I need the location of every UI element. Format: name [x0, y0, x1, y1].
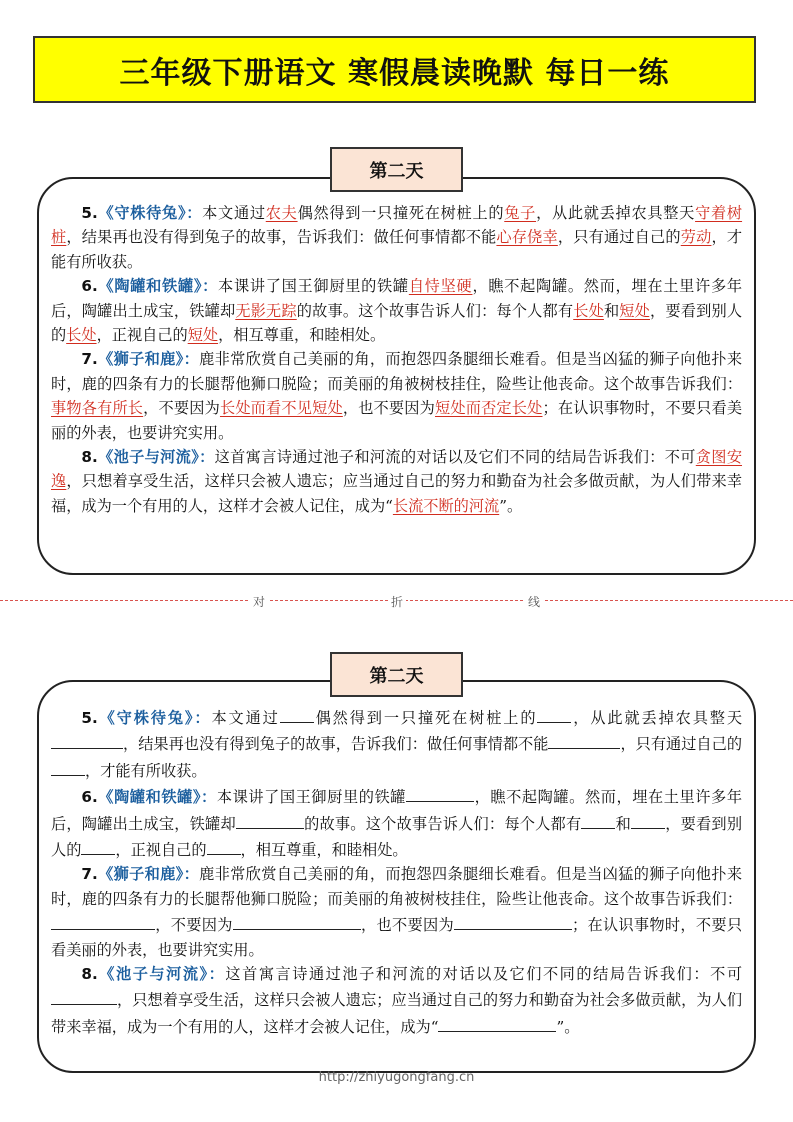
item-title: 《狮子和鹿》： — [97, 865, 200, 884]
text: ，相互尊重，和睦相处。 — [218, 326, 386, 345]
item-title: 《池子与河流》： — [97, 448, 215, 467]
answer: 劳动 — [680, 228, 712, 247]
text: 本课讲了国王御厨里的铁罐 — [218, 277, 409, 296]
answer-blank[interactable] — [51, 986, 117, 1005]
answer-blank[interactable] — [51, 911, 155, 930]
item-number: 5. — [81, 204, 98, 222]
answer-blank[interactable] — [406, 783, 474, 802]
answer: 长处 — [66, 326, 97, 345]
page-title: 三年级下册语文 寒假晨读晚默 每日一练 — [33, 36, 756, 103]
text: ，从此就丢掉农具整天 — [571, 709, 743, 727]
text: ，结果再也没有得到兔子的故事，告诉我们：做任何事情都不能 — [66, 228, 497, 247]
answer: 守着树桩 — [51, 204, 743, 247]
answer: 长处 — [573, 301, 604, 320]
text: 鹿非常欣赏自己美丽的角，而抱怨四条腿细长难看。但是当凶猛的狮子向他扑来时，鹿的四条有力的长腿帮他狮口脱险；而美丽的角被树枝挂住，险些让他丧命。这个故事告诉我们： — [51, 350, 743, 393]
answer-blank[interactable] — [236, 810, 304, 829]
answer-blank[interactable] — [581, 810, 615, 829]
text: 这首寓言诗通过池子和河流的对话以及它们不同的结局告诉我们：不可 — [225, 965, 743, 984]
answer-card — [37, 177, 756, 575]
footer-url: http://zhiyugongfang.cn — [318, 1070, 475, 1085]
answer-blank[interactable] — [51, 730, 123, 749]
answer: 贪图安逸 — [51, 448, 743, 491]
text: 鹿非常欣赏自己美丽的角，而抱怨四条腿细长难看。但是当凶猛的狮子向他扑来时，鹿的四条有力的长腿帮他狮口脱险；而美丽的角被树枝挂住，险些让他丧命。这个故事告诉我们： — [51, 865, 743, 908]
text: ，正视自己的 — [96, 326, 188, 345]
item-title: 《陶罐和铁罐》： — [97, 788, 217, 807]
answer-blank[interactable] — [207, 836, 241, 855]
item-title: 《池子与河流》： — [97, 965, 226, 984]
text: ；在认识事物时，不要只看美丽的外表，也要讲究实用。 — [51, 916, 743, 959]
text: ，才能有所收获。 — [51, 228, 742, 271]
text: 偶然得到一只撞死在树桩上的 — [297, 204, 505, 222]
exercise-card — [37, 680, 756, 1073]
fold-label-char: 线 — [525, 593, 543, 610]
text: 这首寓言诗通过池子和河流的对话以及它们不同的结局告诉我们：不可 — [214, 448, 696, 467]
text: ，只有通过自己的 — [557, 228, 681, 247]
item-7 — [51, 862, 742, 962]
answer-blank[interactable] — [51, 757, 85, 776]
item-6 — [51, 274, 742, 347]
answer-blank[interactable] — [631, 810, 665, 829]
answer: 农夫 — [265, 204, 298, 222]
answer: 短处而否定长处 — [434, 399, 543, 418]
text: 的故事。这个故事告诉人们：每个人都有 — [303, 814, 582, 833]
answer-blank[interactable] — [233, 911, 361, 930]
text: ，只想着享受生活，这样只会被人遗忘；应当通过自己的努力和勤奋为社会多做贡献，为人们带来幸福，成为一个有用的人，这样才会被人记住，成为“ — [51, 991, 742, 1036]
text: ，只想着享受生活，这样只会被人遗忘；应当通过自己的努力和勤奋为社会多做贡献，为人们带来幸福，成为一个有用的人，这样才会被人记住，成为“ — [51, 472, 742, 515]
answer: 短处 — [187, 326, 219, 345]
answer: 心存侥幸 — [496, 228, 558, 247]
answer: 短处 — [619, 301, 651, 320]
text: ，只有通过自己的 — [620, 735, 743, 754]
item-title: 《守株待兔》： — [97, 709, 212, 727]
text: ，结果再也没有得到兔子的故事，告诉我们：做任何事情都不能 — [123, 735, 549, 754]
text: ，才能有所收获。 — [85, 761, 207, 780]
item-number: 5. — [81, 709, 98, 727]
item-number: 6. — [81, 277, 98, 296]
text: ，也不要因为 — [342, 399, 435, 418]
answer-blank[interactable] — [438, 1013, 556, 1032]
text: 和 — [615, 814, 631, 833]
text: ，从此就丢掉农具整天 — [536, 204, 696, 222]
item-6 — [51, 783, 742, 862]
item-8 — [51, 962, 742, 1039]
text: ，正视自己的 — [115, 841, 207, 860]
answer: 兔子 — [504, 204, 537, 222]
answer-blank[interactable] — [454, 911, 572, 930]
answer-blank[interactable] — [548, 730, 620, 749]
item-title: 《守株待兔》： — [97, 204, 203, 222]
answer-blank[interactable] — [81, 836, 115, 855]
text: ，也不要因为 — [360, 916, 454, 935]
item-title: 《陶罐和铁罐》： — [97, 277, 219, 296]
item-7 — [51, 347, 742, 445]
item-number: 7. — [81, 865, 98, 884]
text: ”。 — [556, 1017, 580, 1036]
answer: 长处而看不见短处 — [219, 399, 343, 418]
item-8 — [51, 445, 742, 518]
answer: 自恃坚硬 — [408, 277, 473, 296]
answer: 长流不断的河流 — [392, 496, 500, 515]
answer-blank[interactable] — [537, 704, 571, 723]
item-5 — [51, 704, 742, 783]
text: 本文通过 — [211, 709, 280, 727]
fold-label-char: 折 — [388, 593, 406, 610]
text: ；在认识事物时，不要只看美丽的外表，也要讲究实用。 — [51, 399, 742, 442]
text: ，相互尊重，和睦相处。 — [240, 841, 408, 860]
text: ，要看到别人的 — [51, 301, 742, 345]
item-number: 6. — [81, 788, 98, 807]
item-number: 8. — [81, 448, 98, 467]
text: ，瞧不起陶罐。然而，埋在土里许多年后，陶罐出土成宝，铁罐却 — [51, 788, 743, 833]
text: ，瞧不起陶罐。然而，埋在土里许多年后，陶罐出土成宝，铁罐却 — [51, 277, 743, 320]
text: 本文通过 — [202, 204, 266, 222]
day-label-top: 第二天 — [330, 147, 463, 192]
text: ”。 — [499, 496, 523, 515]
text: 偶然得到一只撞死在树桩上的 — [313, 709, 538, 727]
item-title: 《狮子和鹿》： — [97, 350, 200, 369]
item-number: 8. — [81, 965, 98, 984]
answer: 无影无踪 — [235, 301, 297, 320]
item-5 — [51, 201, 742, 274]
answer: 事物各有所长 — [51, 399, 144, 418]
text: 的故事。这个故事告诉人们：每个人都有 — [296, 301, 574, 320]
answer-blank[interactable] — [280, 704, 314, 723]
day-label-bottom: 第二天 — [330, 652, 463, 697]
text: ，不要因为 — [143, 399, 220, 418]
text: 本课讲了国王御厨里的铁罐 — [216, 788, 407, 807]
text: ，要看到别人的 — [51, 814, 743, 860]
text: ，不要因为 — [155, 916, 233, 935]
item-number: 7. — [81, 350, 98, 369]
fold-label-char: 对 — [250, 593, 268, 610]
text: 和 — [603, 301, 620, 320]
